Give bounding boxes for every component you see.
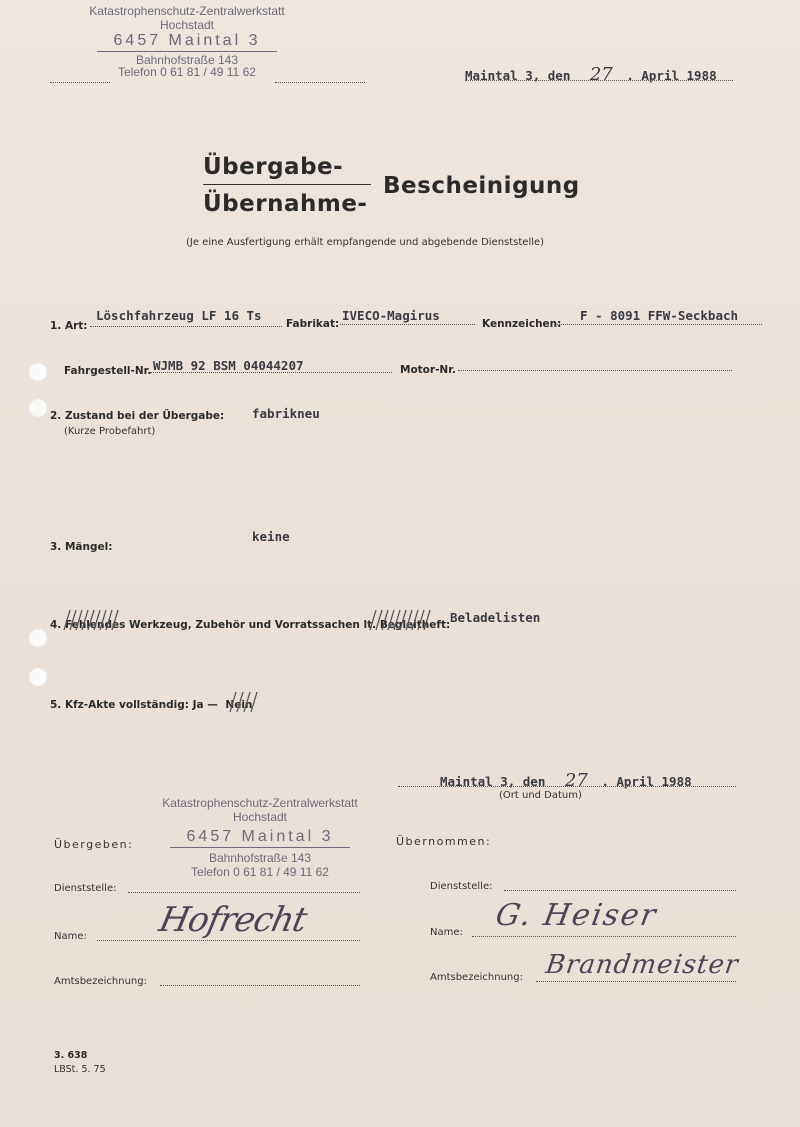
place-date-top xyxy=(465,64,717,85)
zustand-label: 2. Zustand bei der Übergabe: xyxy=(50,410,225,422)
dienststelle-label-right: Dienststelle: xyxy=(430,881,493,892)
fehlend-label: Werkzeug, Zubehör und Vorratssachen lt. xyxy=(129,619,377,631)
amts-handwritten-right: Brandmeister xyxy=(543,950,741,980)
stamp-line: Telefon 0 61 81 / 49 11 62 xyxy=(118,65,256,79)
form-number: 3. 638 xyxy=(54,1050,88,1061)
dienststelle-label-left: Dienststelle: xyxy=(54,883,117,894)
art-value: Löschfahrzeug LF 16 Ts xyxy=(96,308,262,323)
stamp-line: Katastrophenschutz-Zentralwerkstatt xyxy=(162,796,358,810)
dotted-line xyxy=(275,82,365,83)
month-year-text: . April 1988 xyxy=(626,68,717,83)
kennzeichen-label: Kennzeichen: xyxy=(482,318,562,330)
fabrikat-value: IVECO-Magirus xyxy=(342,308,440,323)
fahrgestell-value: WJMB 92 BSM 04044207 xyxy=(153,358,304,373)
name-label-right: Name: xyxy=(430,927,463,938)
art-label: 1. Art: xyxy=(50,320,88,332)
fehlend-prefix: 4. Fehlendes xyxy=(50,619,126,631)
stamp-line: Telefon 0 61 81 / 49 11 62 xyxy=(191,865,329,879)
fabrikat-label: Fabrikat: xyxy=(286,318,340,330)
day-handwritten: 27 xyxy=(564,770,588,791)
subtitle: (Je eine Ausfertigung erhält empfangende und abgebende Dienststelle) xyxy=(186,237,545,248)
strike-fehlend xyxy=(64,610,118,630)
dotted-line xyxy=(340,324,475,325)
stamp-top xyxy=(72,4,302,79)
kfz-line xyxy=(50,699,252,711)
stamp-bottom xyxy=(145,796,375,879)
kfz-label: 5. Kfz-Akte vollständig: Ja — xyxy=(50,699,218,711)
stamp-line: 6457 Maintal 3 xyxy=(186,828,334,845)
dotted-line xyxy=(97,940,360,941)
title-rule xyxy=(203,184,371,185)
maengel-label: 3. Mängel: xyxy=(50,541,113,553)
day-handwritten: 27 xyxy=(589,64,613,85)
place-text: Maintal 3, den xyxy=(465,68,571,83)
zustand-sub: (Kurze Probefahrt) xyxy=(64,426,156,437)
punch-hole xyxy=(28,628,48,648)
uebernommen-label: Übernommen: xyxy=(396,835,492,848)
amts-label-left: Amtsbezeichnung: xyxy=(54,976,147,987)
title-uebergabe: Übergabe- xyxy=(203,154,344,180)
dotted-line xyxy=(50,82,110,83)
signature-left: Hofrecht xyxy=(155,900,310,940)
stamp-line: Bahnhofstraße 143 xyxy=(135,53,239,67)
lbst-code: LBSt. 5. 75 xyxy=(54,1064,106,1075)
stamp-line: Hochstadt xyxy=(159,18,215,32)
dotted-line xyxy=(128,892,360,893)
title-bescheinigung: Bescheinigung xyxy=(383,173,580,199)
stamp-rule xyxy=(170,847,350,848)
punch-hole xyxy=(28,667,48,687)
dotted-line xyxy=(90,326,282,327)
maengel-value: keine xyxy=(252,529,290,544)
stamp-line: Hochstadt xyxy=(232,810,288,824)
uebergeben-label: Übergeben: xyxy=(54,838,134,851)
dotted-line xyxy=(150,372,392,373)
stamp-rule xyxy=(97,51,277,52)
stamp-line: 6457 Maintal 3 xyxy=(113,32,261,49)
signature-right: G. Heiser xyxy=(492,898,661,933)
stamp-line: Bahnhofstraße 143 xyxy=(208,851,312,865)
fehlend-value: Beladelisten xyxy=(450,610,541,625)
kennzeichen-value: F - 8091 FFW-Seckbach xyxy=(580,308,739,323)
dotted-line xyxy=(465,80,733,81)
dotted-line xyxy=(472,936,736,937)
kfz-nein: Nein xyxy=(225,699,253,711)
punch-hole xyxy=(28,362,48,382)
dotted-line xyxy=(557,324,762,325)
place-date-bottom xyxy=(440,770,692,791)
dotted-line xyxy=(504,890,736,891)
strike-begleitheft xyxy=(370,610,430,630)
name-label-left: Name: xyxy=(54,931,87,942)
punch-hole xyxy=(28,398,48,418)
dotted-line xyxy=(536,981,736,982)
motor-label: Motor-Nr. xyxy=(400,364,456,376)
month-year-text: . April 1988 xyxy=(601,774,692,789)
place-text: Maintal 3, den xyxy=(440,774,546,789)
title-uebernahme: Übernahme- xyxy=(203,191,368,217)
dotted-line xyxy=(458,370,732,371)
dotted-line xyxy=(160,985,360,986)
fehlend-suffix: Begleitheft: xyxy=(379,619,451,631)
strike-nein xyxy=(227,690,261,714)
zustand-value: fabrikneu xyxy=(252,406,320,421)
amts-label-right: Amtsbezeichnung: xyxy=(430,972,523,983)
ort-datum-caption: (Ort und Datum) xyxy=(499,790,582,801)
fahrgestell-label: Fahrgestell-Nr. xyxy=(64,365,152,377)
dotted-line xyxy=(398,786,736,787)
strike-marks xyxy=(60,608,440,634)
stamp-line: Katastrophenschutz-Zentralwerkstatt xyxy=(89,4,285,18)
